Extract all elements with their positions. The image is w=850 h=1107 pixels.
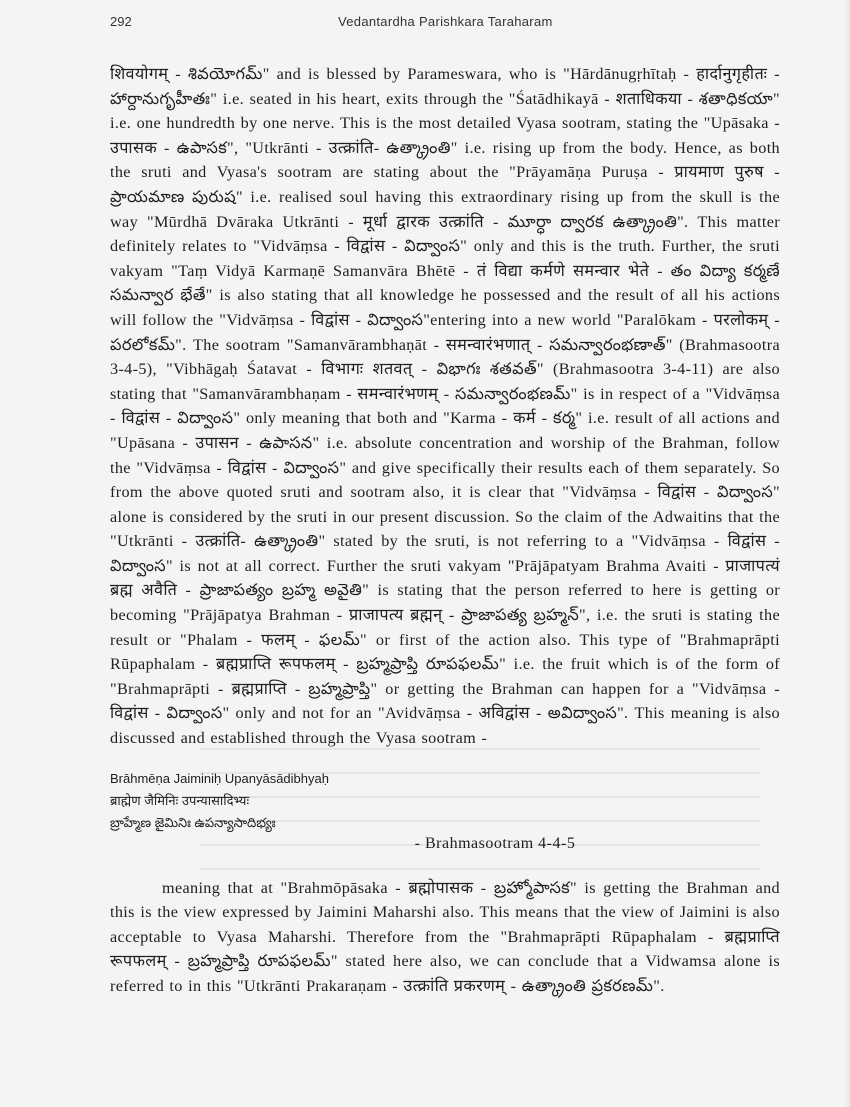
scan-edge-shadow bbox=[844, 0, 850, 1107]
paragraph-2: meaning that at "Brahmōpāsaka - ब्रह्मोपासक - బ్రహ్మోపాసక" is getting the Brahman and this is the view expressed by Jaimini Maharshi also. This means that the view of Jaimini is also acceptable to Vyasa Maharshi. Therefore from the "Brahmaprāpti Rūpaphalam - ब्रह्मप्राप्ति रूपफलम् - బ్రహ్మప్రాప్తి రూపఫలమ్" stated here also, we can conclude that a Vidwamsa alone is referred to in this "Utkrānti Prakaraṇam - उत्क्रांति प्रकरणम् - ఉత్క్రాంతి ప్రకరణమ్". bbox=[110, 878, 780, 995]
verse-telugu: బ్రాహ్మేణ జైమినిః ఉపన్యాసాదిభ్యః bbox=[110, 814, 276, 830]
verse-source: - Brahmasootram 4-4-5 bbox=[414, 834, 576, 852]
body-text bbox=[110, 62, 780, 999]
page-number: 292 bbox=[110, 14, 132, 29]
sootram-quote bbox=[110, 768, 780, 854]
verse-transliteration: Brāhmēṇa Jaiminiḥ Upanyāsādibhyaḥ bbox=[110, 770, 329, 786]
paragraph-1: शिवयोगम् - శివయోగమ్" and is blessed by Parameswara, who is "Hārdānugṛhītaḥ - हार्दानुगृहीतः - హార్దానుగృహీతః" i.e. seated in his heart, exits through the "Śatādhikayā - शताधिकया - శతాధికయా" i.e. one hundredth by one nerve. This is the most detailed Vyasa sootram, stating the "Upāsaka - उपासक - ఉపాసక", "Utkrānti - उत्क्रांति- ఉత్క్రాంతి" i.e. rising up from the body. Hence, as both the sruti and Vyasa's sootram are stating about the "Prāyamāṇa Puruṣa - प्रायमाण पुरुष - ప్రాయమాణ పురుష" i.e. realised soul having this extraordinary rising up from the skull is the way "Mūrdhā Dvāraka Utkrānti - मूर्धा द्वारक उत्क्रांति - మూర్ధా ద్వారక ఉత్క్రాంతి". This matter definitely relates to "Vidvāṃsa - विद्वांस - విద్వాంస" only and this is the truth. Further, the sruti vakyam "Taṃ Vidyā Karmaṇē Samanvāra Bhētē - तं विद्या कर्मणे समन्वार भेते - తం విద్యా కర్మణే సమన్వార భేతే" is also stating that all knowledge he possessed and the result of all his actions will follow the "Vidvāṃsa - विद्वांस - విద్వాంస"entering into a new world "Paralōkam - परलोकम् - పరలోకమ్". The sootram "Samanvārambhaṇāt - समन्वारंभणात् - సమన్వారంభణాత్" (Brahmasootra 3-4-5), "Vibhāgaḥ Śatavat - विभागः शतवत् - విభాగః శతవత్" (Brahmasootra 3-4-11) are also stating that "Samanvārambhaṇam - समन्वारंभणम् - సమన్వారంభణమ్" is in respect of a "Vidvāṃsa - विद्वांस - విద్వాంస" only meaning that both and "Karma - कर्म - కర్మ" i.e. result of all actions and "Upāsana - उपासन - ఉపాసన" i.e. absolute concentration and worship of the Brahman, follow the "Vidvāṃsa - विद्वांस - విద్వాంస" and give specifically their results each of them separately. So from the above quoted sruti and sootram also, it is clear that "Vidvāṃsa - विद्वांस - విద్వాంస" alone is considered by the sruti in our present discussion. So the claim of the Adwaitins that the "Utkrānti - उत्क्रांति- ఉత్క్రాంతి" stated by the sruti, is not referring to a "Vidvāṃsa - विद्वांस - విద్వాంస" is not at all correct. Further the sruti vakyam "Prājāpatyam Brahma Avaiti - प्राजापत्यं ब्रह्म अवैति - ప్రాజాపత్యం బ్రహ్మ అవైతి" is stating that the person referred to here is getting or becoming "Prājāpatya Brahman - प्राजापत्य ब्रह्मन् - ప్రాజాపత్య బ్రహ్మన్", i.e. the sruti is stating the result or "Phalam - फलम् - ఫలమ్" or first of the action also. This type of "Brahmaprāpti Rūpaphalam - ब्रह्मप्राप्ति रूपफलम् - బ్రహ్మప్రాప్తి రూపఫలమ్" i.e. the fruit which is of the form of "Brahmaprāpti - ब्रह्मप्राप्ति - బ్రహ్మప్రాప్తి" or getting the Brahman can happen for a "Vidvāṃsa - विद्वांस - విద్వాంస" only and not for an "Avidvāṃsa - अविद्वांस - అవిద్వాంస". This meaning is also discussed and established through the Vyasa sootram - bbox=[110, 65, 780, 748]
running-title: Vedantardha Parishkara Taraharam bbox=[338, 14, 553, 29]
verse-devanagari: ब्राह्मेण जैमिनिः उपन्यासादिभ्यः bbox=[110, 792, 250, 808]
page-header bbox=[110, 14, 782, 34]
